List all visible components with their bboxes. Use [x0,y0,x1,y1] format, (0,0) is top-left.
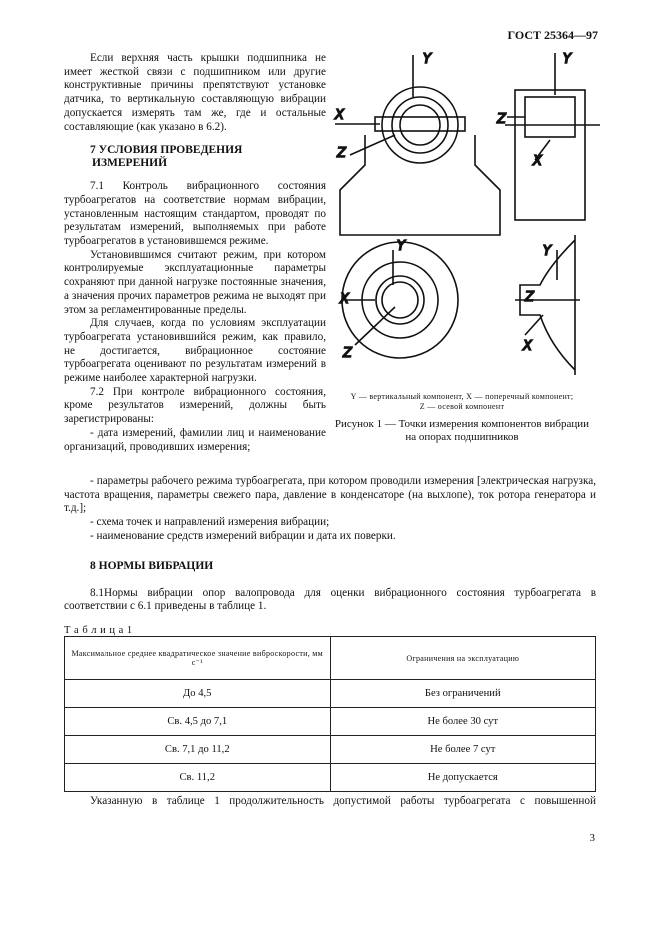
paragraph: Если верхняя часть крышки подшипника не имеет жесткой связи с подшипником или другие конструктивные причины препятствуют установке датчика, то вертикальную составляющую вибрации допускается измерять там же, где и остальные составляющие (как указано в 6.2). [64,52,326,133]
section-8-heading: 8 НОРМЫ ВИБРАЦИИ [90,559,214,572]
table-cell: Св. 7,1 до 11,2 [65,736,331,764]
page-number: 3 [589,832,595,844]
table-header-cell: Максимальное среднее квадратическое значение виброскорости, мм с⁻¹ [65,637,331,680]
label-x: X [533,154,542,169]
section-7-heading: 7 УСЛОВИЯ ПРОВЕДЕНИЯ [90,144,243,157]
label-y: Y [563,52,571,67]
label-x: X [523,339,532,354]
end-shield-front-view [342,242,458,358]
label-z: Z [525,290,534,305]
list-item: - параметры рабочего режима турбоагрегата, при котором проводили измерения [электрическая нагрузка, частота вращения, параметры свежего пара, давление в конденсаторе (на выхлопе), ток ротора генератора и т.д.]; [64,475,596,515]
vibration-norms-table [64,636,596,792]
label-y: Y [397,239,405,254]
table-label: Т а б л и ц а 1 [64,624,133,636]
label-y: Y [423,52,431,67]
table-cell: Св. 11,2 [65,764,331,792]
figure-title: Рисунок 1 — Точки измерения компонентов вибрации [334,418,590,430]
paragraph: Указанную в таблице 1 продолжительность допустимой работы турбоагрегата с повышенной [90,795,596,807]
list-item: - схема точек и направлений измерения вибрации; [90,516,330,529]
table-cell: Св. 4,5 до 7,1 [65,708,331,736]
table-cell: Не допускается [330,764,596,792]
table-row [65,680,596,708]
pedestal-bearing-side-view [505,53,600,220]
label-z: Z [343,346,352,361]
paragraph-7-1: 7.1 Контроль вибрационного состояния турбоагрегатов на соответствие нормам вибрации, установленным настоящим стандартом, проводят по результатам измерений, выполняемых при работе турбоагрегатов в установившемся режиме. [64,180,326,248]
table-cell: Не более 30 сут [330,708,596,736]
full-width-text [64,475,596,638]
list-item: - дата измерений, фамилии лиц и наименование организаций, проводивших измерения; [64,426,326,453]
label-z: Z [497,112,506,127]
bearing-measurement-figure [325,45,605,385]
label-z: Z [337,146,346,161]
document-header: ГОСТ 25364—97 [507,28,598,42]
table-cell: Не более 7 сут [330,736,596,764]
figure-legend: Z — осевой компонент [419,402,505,411]
label-y: Y [543,244,551,259]
section-7-heading-cont: ИЗМЕРЕНИЙ [92,157,168,170]
paragraph-8-1: 8.1Нормы вибрации опор валопровода для оценки вибрационного состояния турбоагрегата в соответствии с 6.1 приведены в таблице 1. [64,586,596,613]
table-row [65,764,596,792]
label-x: X [335,108,344,123]
paragraph: Для случаев, когда по условиям эксплуатации турбоагрегата установившийся режим, как правило, не достигается, вибрационное состояние турбоагрегата оценивают по результатам измерений в режиме наиболее характерной нагрузки. [64,317,326,385]
table-header-row [65,637,596,680]
table-row [65,736,596,764]
table-cell: Без ограничений [330,680,596,708]
figure-caption [322,392,602,443]
list-item: - наименование средств измерений вибрации и дата их поверки. [90,529,396,542]
table-header-cell: Ограничения на эксплуатацию [330,637,596,680]
paragraph-7-2: 7.2 При контроле вибрационного состояния, кроме результатов измерений, должны быть зарегистрированы: [64,385,326,426]
left-column [64,52,326,454]
figure-title: на опорах подшипников [405,430,519,443]
table-row [65,708,596,736]
label-x: X [340,292,349,307]
figure-legend: Y — вертикальный компонент, X — поперечный компонент; [350,392,574,401]
pedestal-bearing-front-view [335,55,500,235]
table-cell: До 4,5 [65,680,331,708]
paragraph: Установившимся считают режим, при котором контролируемые эксплуатационные параметры сохраняют при данной нагрузке постоянные значения, а значения прочих параметров режима не выходят при этом за регламентированные пределы. [64,248,326,316]
